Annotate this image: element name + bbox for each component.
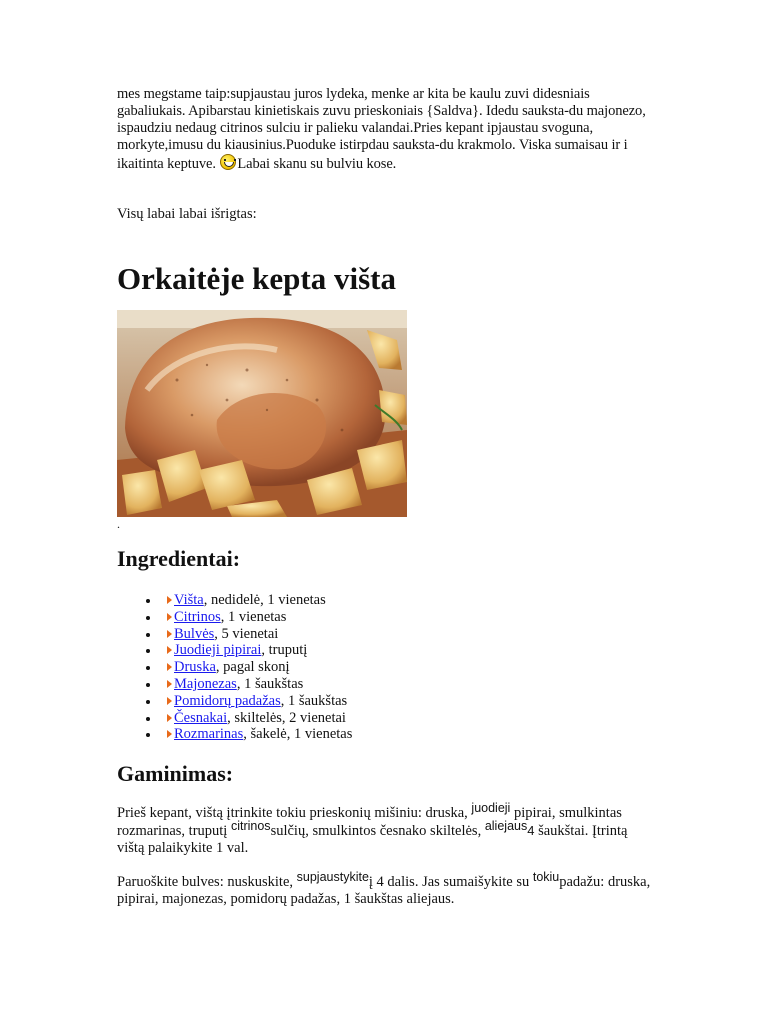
thanks-line: Visų labai labai išrigtas:: [117, 206, 257, 222]
ingredients-list: [117, 592, 657, 743]
arrow-icon: [167, 714, 172, 722]
smiley-icon: [220, 154, 236, 170]
image-caption-dot: .: [117, 517, 120, 531]
list-item: Citrinos, 1 vienetas: [167, 609, 657, 626]
list-item: Majonezas, 1 šaukštas: [167, 676, 657, 693]
ingredient-link[interactable]: Česnakai: [174, 709, 228, 726]
arrow-icon: [167, 613, 172, 621]
roast-chicken-photo: [117, 310, 407, 517]
ingredient-link[interactable]: Višta: [174, 592, 204, 608]
list-item: Pomidorų padažas, 1 šaukštas: [167, 693, 657, 710]
intro-text-end: Labai skanu su bulviu kose.: [237, 156, 397, 172]
list-item: Druska, pagal skonį: [167, 659, 657, 676]
arrow-icon: [167, 630, 172, 638]
arrow-icon: [167, 646, 172, 654]
intro-paragraph: [117, 86, 657, 173]
page-title: Orkaitėje kepta višta: [117, 261, 396, 296]
ingredient-link[interactable]: Juodieji pipirai: [174, 642, 262, 659]
method-paragraph-1: Prieš kepant, vištą įtrinkite tokiu prieskonių mišiniu: druska, $^{juodieji}$ pipirai, smulkintas rozmarinas, truputį $^{citrinos}$sulčių, smulkintos česnako skiltelės, $^{aliejaus}$4 šaukštai. Įtrintą vištą palaikykite 1 val.: [117, 801, 628, 857]
document-page: [117, 86, 657, 908]
ingredient-link[interactable]: Majonezas: [174, 675, 237, 692]
list-item: Bulvės, 5 vienetai: [167, 626, 657, 643]
arrow-icon: [167, 730, 172, 738]
arrow-icon: [167, 663, 172, 671]
list-item: Višta, nedidelė, 1 vienetas: [167, 592, 657, 609]
list-item: Rozmarinas, šakelė, 1 vienetas: [167, 726, 657, 743]
ingredient-link[interactable]: Citrinos: [174, 608, 221, 625]
arrow-icon: [167, 596, 172, 604]
method-paragraph-2: Paruoškite bulves: nuskuskite, $^{supjaustykite}$į 4 dalis. Jas sumaišykite su $^{tokiu}$padažu: druska, pipirai, majonezas, pomidorų padažas, 1 šaukštas aliejaus.: [117, 870, 651, 908]
arrow-icon: [167, 697, 172, 705]
method-heading: Gaminimas:: [117, 761, 234, 787]
arrow-icon: [167, 680, 172, 688]
intro-text: mes megstame taip:supjaustau juros lydeka, menke ar kita be kaulu zuvi didesniais gabaliukais. Apibarstau kinietiskais zuvu prieskoniais {Saldva}. Idedu sauksta-du majonezo, ispaudziu nedaug citrinos sulciu ir palieku valandai.Pries kepant ipjaustau svoguna, morkyte,imusu du kiausinius.Puoduke istirpdau sauksta-du krakmolo. Viska sumaisau ir i ikaitinta keptuve.: [117, 86, 646, 172]
list-item: Juodieji pipirai, truputį: [167, 642, 657, 659]
ingredient-link[interactable]: Bulvės: [174, 625, 215, 642]
list-item: Česnakai, skiltelės, 2 vienetai: [167, 710, 657, 727]
ingredient-link[interactable]: Druska: [174, 659, 216, 676]
ingredients-heading: Ingredientai:: [117, 546, 241, 571]
ingredient-link[interactable]: Pomidorų padažas: [174, 692, 281, 709]
ingredient-link[interactable]: Rozmarinas: [174, 726, 244, 743]
